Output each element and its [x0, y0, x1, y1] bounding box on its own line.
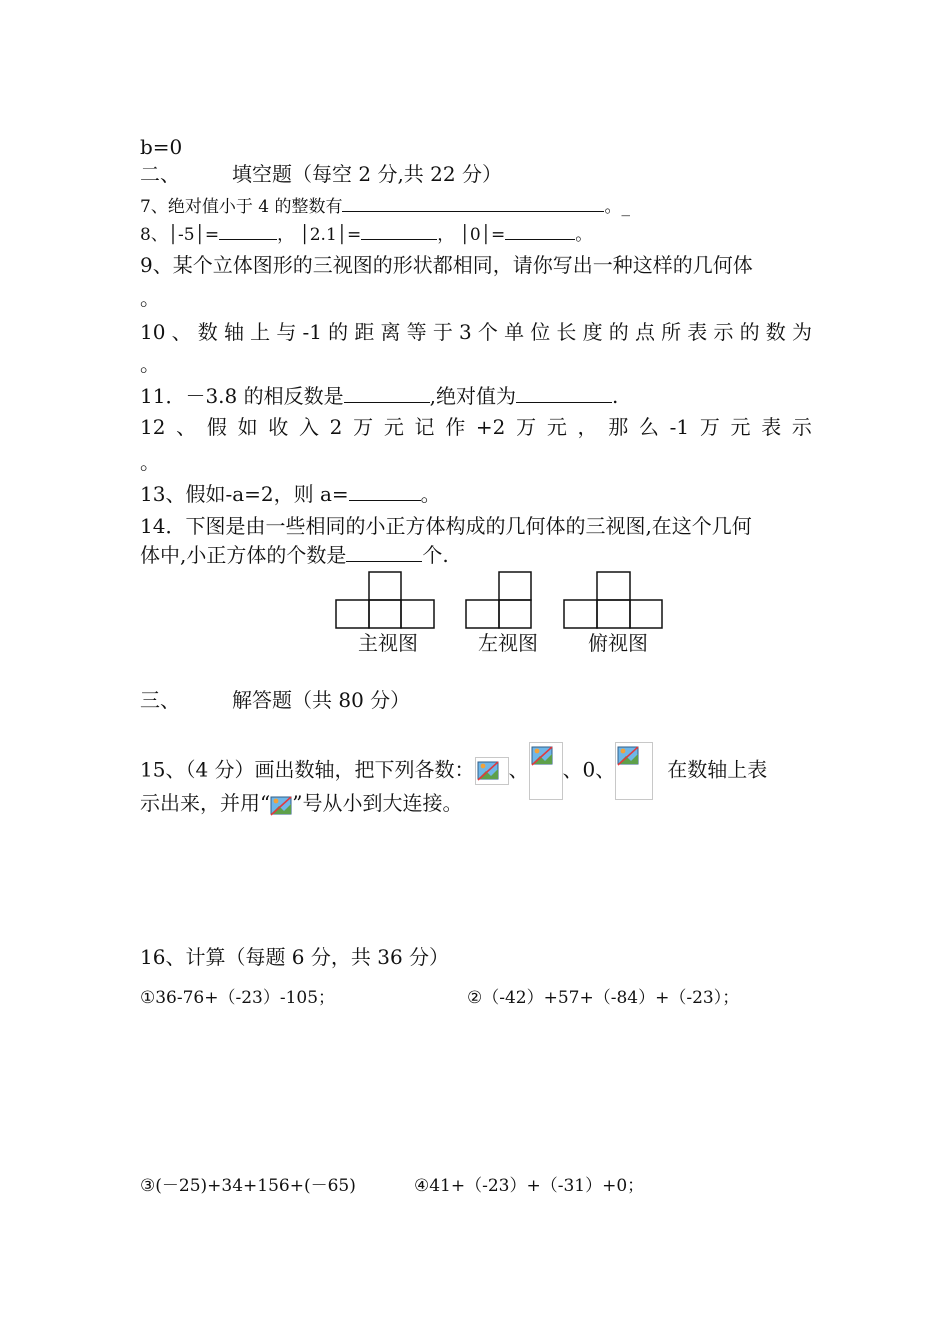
text-token: 的 [328, 320, 349, 344]
question-15-separator: 、 [508, 757, 529, 782]
text-token: 如 [237, 415, 258, 439]
text-token: -1 [302, 320, 322, 344]
front-view-square [401, 600, 434, 628]
text-token: 距 [354, 320, 375, 344]
question-10-end: 。 [140, 352, 160, 376]
text-token: 万 [699, 415, 720, 439]
section-2-number: 二、 [140, 162, 180, 186]
top-view-square [630, 600, 662, 628]
text-token: +2 [475, 415, 506, 439]
text-token: 万 [516, 415, 537, 439]
text-token: 表 [687, 320, 708, 344]
question-8-part-a: 8、│-5│= [140, 225, 220, 245]
question-15-separator: 、0、 [562, 757, 616, 782]
text-token: 作 [445, 415, 466, 439]
question-16: 16、计算（每题 6 分，共 36 分） [140, 945, 450, 969]
section-3-title: 解答题（共 80 分） [232, 688, 411, 712]
text-token: 假 [206, 415, 227, 439]
question-8-part-b: ， │2.1│= [277, 225, 362, 245]
question-14-line-1: 14．下图是由一些相同的小正方体构成的几何体的三视图,在这个几何 [140, 514, 752, 538]
text-token: 长 [556, 320, 577, 344]
text-token: 收 [268, 415, 289, 439]
missing-image-icon [270, 794, 292, 816]
question-9-end: 。 [140, 286, 160, 310]
question-8-end: 。 [575, 225, 593, 245]
answer-blank [219, 221, 277, 240]
text-token: 度 [582, 320, 603, 344]
answer-blank [505, 221, 575, 240]
left-view-square [466, 600, 499, 628]
question-9: 9、某个立体图形的三视图的形状都相同，请你写出一种这样的几何体 [140, 253, 753, 277]
text-token: 示 [713, 320, 734, 344]
top-view-square [564, 600, 597, 628]
top-view-top-square [597, 572, 630, 600]
text-token: 表 [761, 415, 782, 439]
text-token: 与 [276, 320, 297, 344]
answer-blank [361, 221, 437, 240]
text-token: 所 [661, 320, 682, 344]
question-7-end: 。_ [604, 197, 630, 217]
text-token: 上 [250, 320, 271, 344]
question-16-1: ①36-76+（-23）-105； [140, 988, 336, 1008]
text-token: 12 [140, 415, 166, 439]
front-view-square [336, 600, 369, 628]
text-token: 等 [406, 320, 427, 344]
question-15-text: 示出来，并用“ [140, 791, 271, 815]
question-16-2: ②（-42）+57+（-84）+（-23）； [467, 988, 740, 1008]
section-3-number: 三、 [140, 688, 180, 712]
text-token: 位 [530, 320, 551, 344]
text-token: -1 [669, 415, 690, 439]
missing-image-icon [615, 742, 653, 800]
text-token: 万 [353, 415, 374, 439]
text-token: 2 [329, 415, 343, 439]
question-15-text-end: ”号从小到大连接。 [292, 791, 463, 815]
answer-blank [344, 384, 430, 403]
text-token: 元 [730, 415, 751, 439]
text-token: 数 [197, 320, 218, 344]
answer-blank [346, 543, 422, 562]
text-token: 的 [739, 320, 760, 344]
question-12 [140, 415, 812, 439]
question-16-4: ④41+（-23）+（-31）+0； [414, 1176, 645, 1196]
left-view-square [499, 600, 531, 628]
question-14-line-2 [140, 543, 449, 567]
question-11-end: . [611, 384, 619, 408]
question-14-end: 个. [422, 543, 449, 567]
front-view-top-square [369, 572, 401, 600]
question-10 [140, 320, 812, 344]
text-token: 于 [432, 320, 453, 344]
text-token: 点 [634, 320, 655, 344]
answer-blank [516, 384, 612, 403]
text-token: 、 [171, 320, 192, 344]
text-token: 数 [765, 320, 786, 344]
text-token: 元 [383, 415, 404, 439]
question-11 [140, 384, 618, 408]
question-11-part-a: 11．－3.8 的相反数是 [140, 384, 344, 408]
question-16-3: ③(－25)+34+156+(－65) [140, 1176, 356, 1196]
text-token: 离 [380, 320, 401, 344]
left-view-top-square [499, 572, 531, 600]
text-token: 入 [298, 415, 319, 439]
question-13-end: 。 [420, 482, 441, 506]
missing-image-icon [529, 742, 563, 800]
section-2-title: 填空题（每空 2 分,共 22 分） [232, 162, 502, 186]
question-15-text-end: 在数轴上表 [667, 757, 768, 782]
text-token: 10 [140, 320, 166, 344]
answer-blank [349, 482, 421, 501]
text-token: 示 [791, 415, 812, 439]
question-7 [140, 193, 630, 217]
question-8 [140, 221, 592, 245]
question-15-line-2 [140, 791, 462, 816]
question-7-text: 7、绝对值小于 4 的整数有 [140, 197, 343, 217]
caption-left-view: 左视图 [478, 631, 538, 655]
missing-image-icon [475, 757, 509, 785]
text-token: 3 [459, 320, 472, 344]
text-token: 单 [504, 320, 525, 344]
question-13 [140, 482, 441, 506]
text-token: 轴 [223, 320, 244, 344]
text-token: 记 [414, 415, 435, 439]
text-token: 元 [546, 415, 567, 439]
question-14-text: 体中,小正方体的个数是 [140, 543, 347, 567]
top-view-square [597, 600, 630, 628]
section-2-heading [140, 162, 502, 186]
front-view-square [369, 600, 401, 628]
question-15-text: 15、（4 分）画出数轴，把下列各数： [140, 757, 475, 782]
section-3-heading [140, 688, 410, 712]
text-b-equals-0: b=0 [140, 135, 183, 159]
text-token: 的 [608, 320, 629, 344]
text-token: ， [577, 415, 598, 439]
caption-top-view: 俯视图 [588, 631, 648, 655]
question-13-text: 13、假如-a=2，则 a= [140, 482, 349, 506]
question-8-part-c: ， │0│= [437, 225, 506, 245]
question-12-end: 。 [140, 450, 160, 474]
text-token: 为 [791, 320, 812, 344]
answer-blank [342, 193, 604, 212]
caption-front-view: 主视图 [358, 631, 418, 655]
question-11-part-b: ,绝对值为 [429, 384, 516, 408]
text-token: 那 [608, 415, 629, 439]
text-token: 、 [176, 415, 197, 439]
text-token: 个 [477, 320, 498, 344]
text-token: 么 [638, 415, 659, 439]
